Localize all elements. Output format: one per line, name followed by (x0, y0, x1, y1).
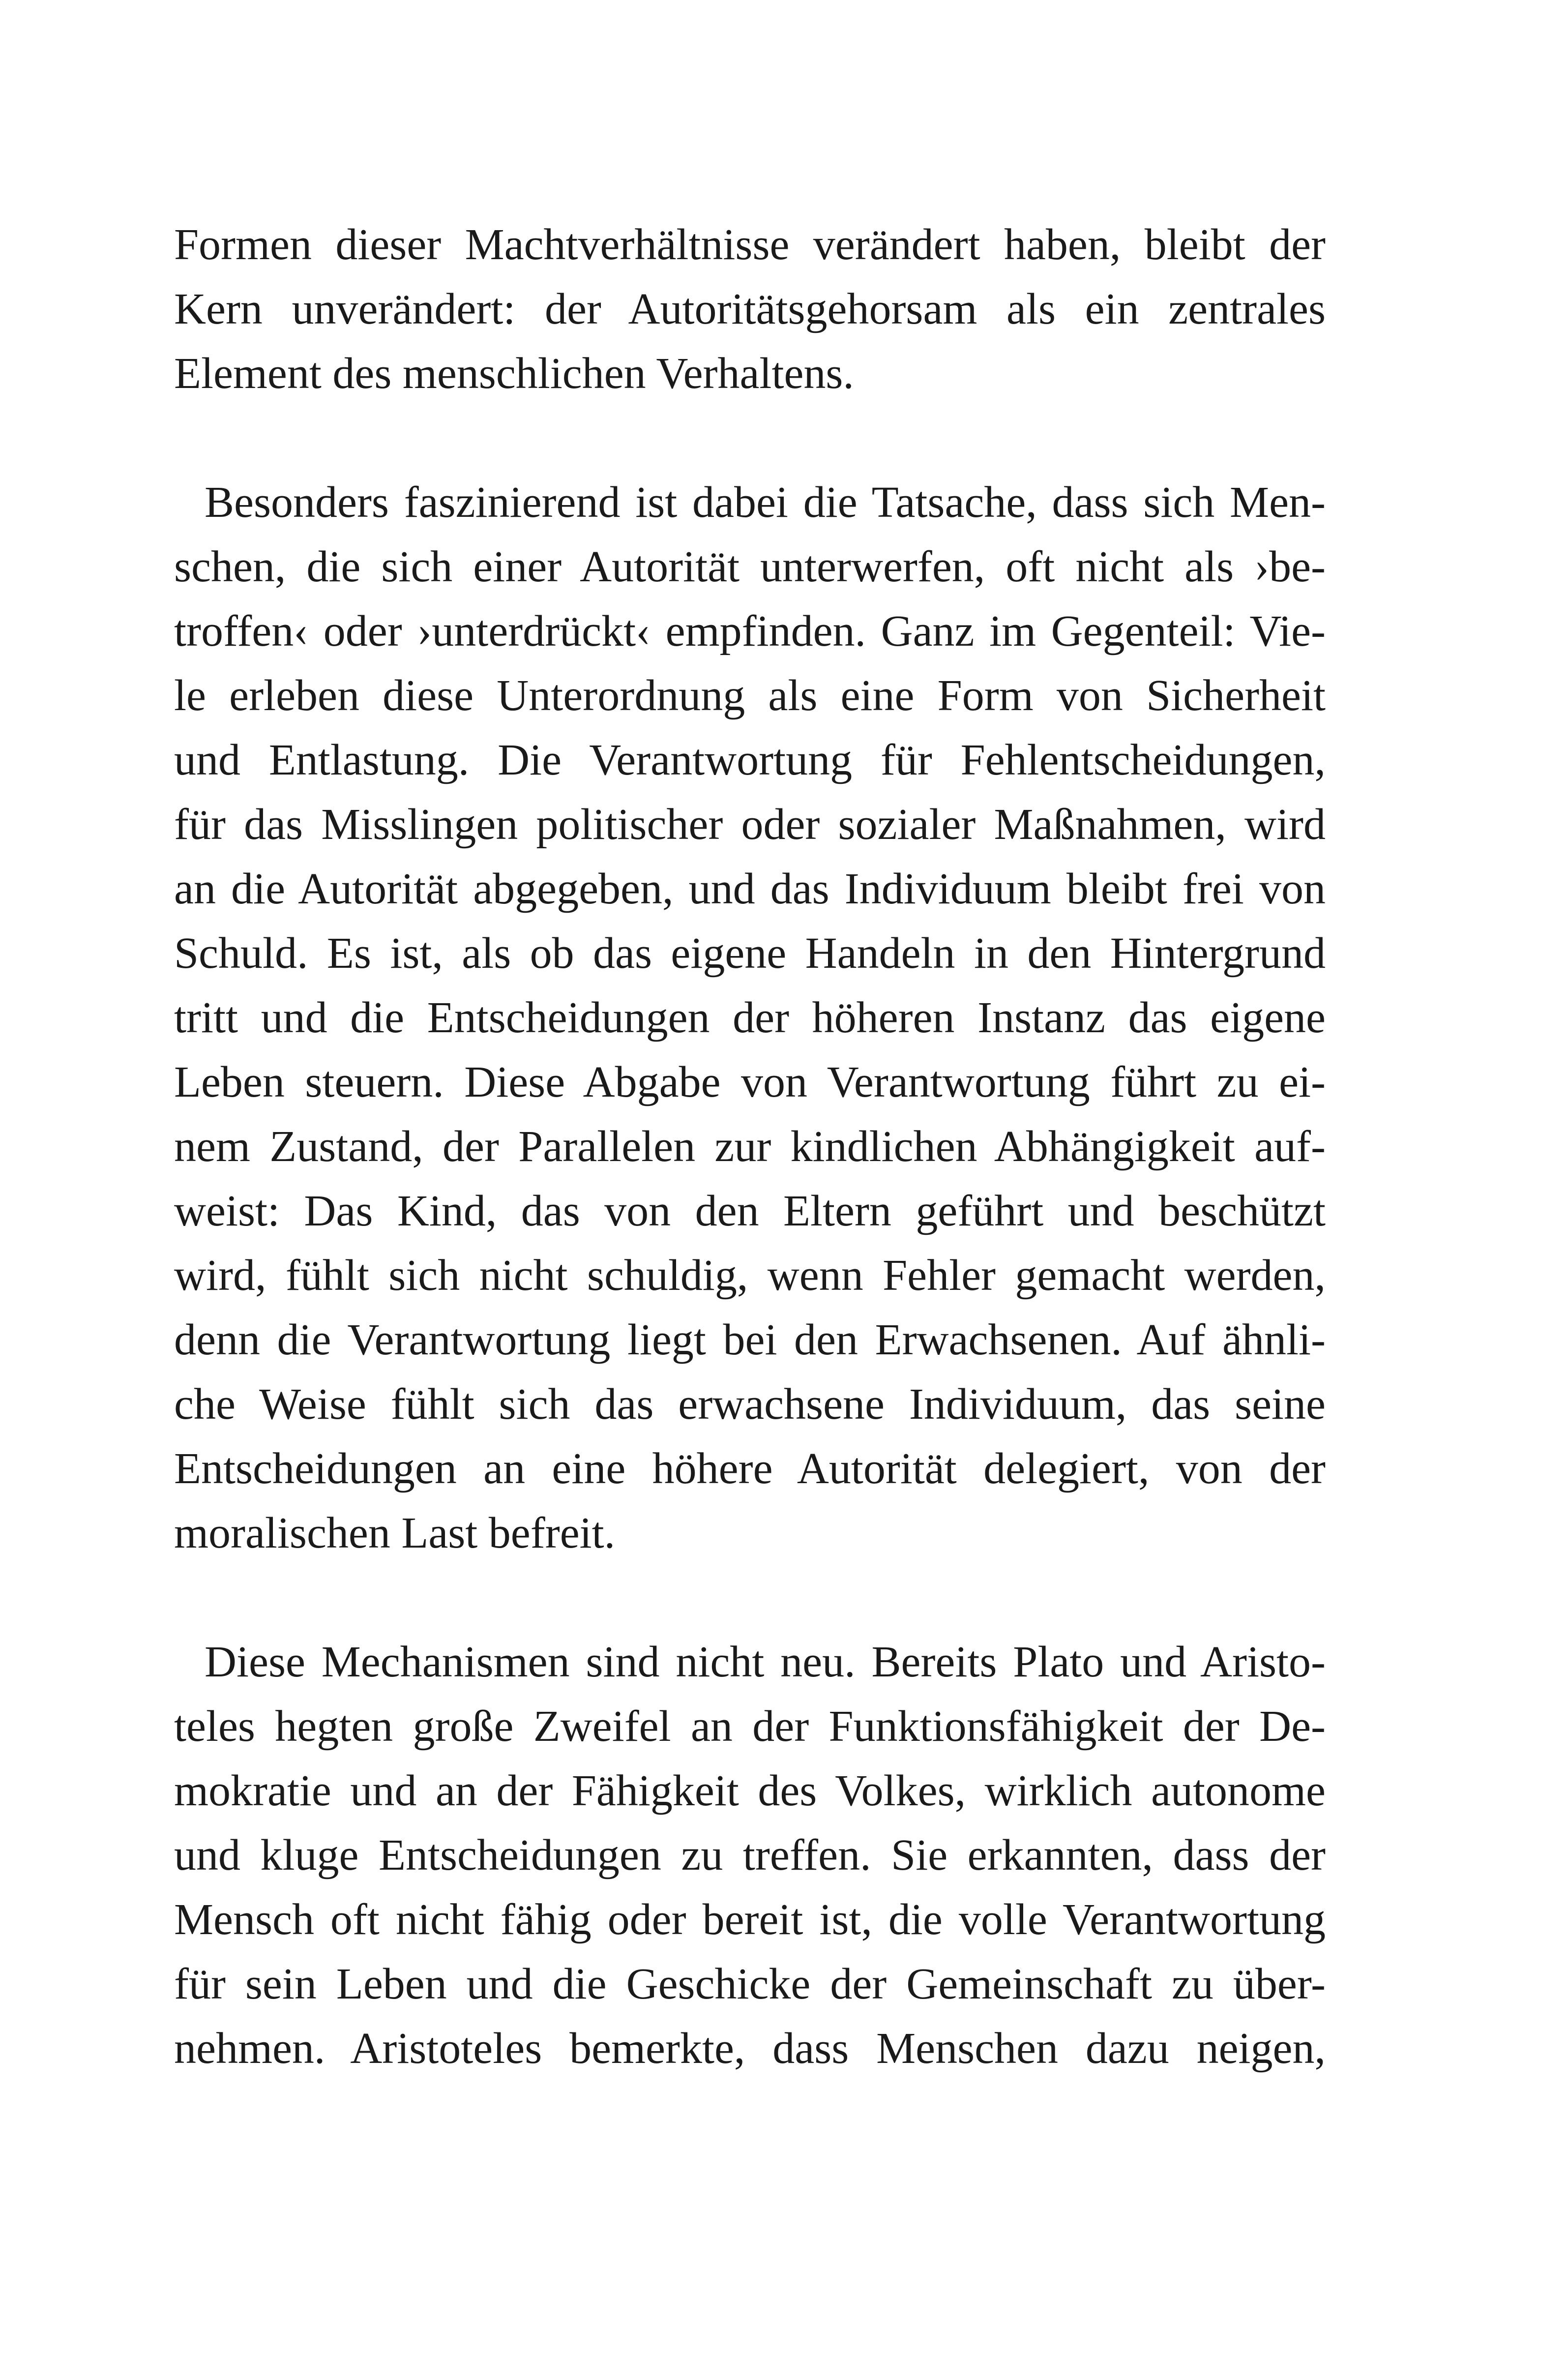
text-line: Mensch oft nicht fähig oder bereit ist, die volle Verantwortung (174, 1895, 1326, 1944)
text-line: troffen‹ oder ›unterdrückt‹ empfinden. Ganz im Gegenteil: Vie- (174, 607, 1326, 656)
text-line: Diese Mechanismen sind nicht neu. Bereits Plato und Aristo- (205, 1638, 1326, 1686)
text-line: che Weise fühlt sich das erwachsene Individuum, das seine (174, 1380, 1326, 1429)
text-line: teles hegten große Zweifel an der Funktionsfähigkeit der De- (174, 1702, 1326, 1751)
text-line: für das Misslingen politischer oder sozialer Maßnahmen, wird (174, 800, 1326, 849)
text-line: schen, die sich einer Autorität unterwerfen, oft nicht als ›be- (174, 542, 1326, 591)
paragraph-3 (174, 1630, 1326, 2081)
text-line: weist: Das Kind, das von den Eltern geführt und beschützt (174, 1187, 1326, 1235)
text-line: moralischen Last befreit. (174, 1509, 616, 1557)
text-line: wird, fühlt sich nicht schuldig, wenn Fehler gemacht werden, (174, 1251, 1326, 1300)
paragraph-1 (174, 212, 1326, 406)
text-line: und Entlastung. Die Verantwortung für Fehlentscheidungen, (174, 736, 1326, 784)
text-line: Besonders faszinierend ist dabei die Tatsache, dass sich Men- (205, 478, 1326, 527)
text-line: nem Zustand, der Parallelen zur kindlichen Abhängigkeit auf- (174, 1122, 1326, 1171)
text-line: Kern unverändert: der Autoritätsgehorsam als ein zentrales (174, 285, 1326, 333)
text-line: Element des menschlichen Verhaltens. (174, 349, 854, 398)
text-line: denn die Verantwortung liegt bei den Erwachsenen. Auf ähnli- (174, 1315, 1326, 1364)
text-line: Schuld. Es ist, als ob das eigene Handeln in den Hintergrund (174, 929, 1326, 978)
text-line: Entscheidungen an eine höhere Autorität delegiert, von der (174, 1444, 1326, 1493)
text-line: an die Autorität abgegeben, und das Individuum bleibt frei von (174, 865, 1326, 913)
text-line: mokratie und an der Fähigkeit des Volkes, wirklich autonome (174, 1766, 1326, 1815)
paragraph-2 (174, 470, 1326, 1565)
text-line: nehmen. Aristoteles bemerkte, dass Menschen dazu neigen, (174, 2024, 1326, 2073)
body-text (174, 212, 1326, 2081)
text-line: und kluge Entscheidungen zu treffen. Sie erkannten, dass der (174, 1831, 1326, 1880)
text-line: Formen dieser Machtverhältnisse verändert haben, bleibt der (174, 220, 1326, 269)
text-line: für sein Leben und die Geschicke der Gemeinschaft zu über- (174, 1960, 1326, 2008)
text-line: tritt und die Entscheidungen der höheren Instanz das eigene (174, 993, 1326, 1042)
text-line: Leben steuern. Diese Abgabe von Verantwortung führt zu ei- (174, 1058, 1326, 1106)
text-line: le erleben diese Unterordnung als eine Form von Sicherheit (174, 671, 1326, 720)
